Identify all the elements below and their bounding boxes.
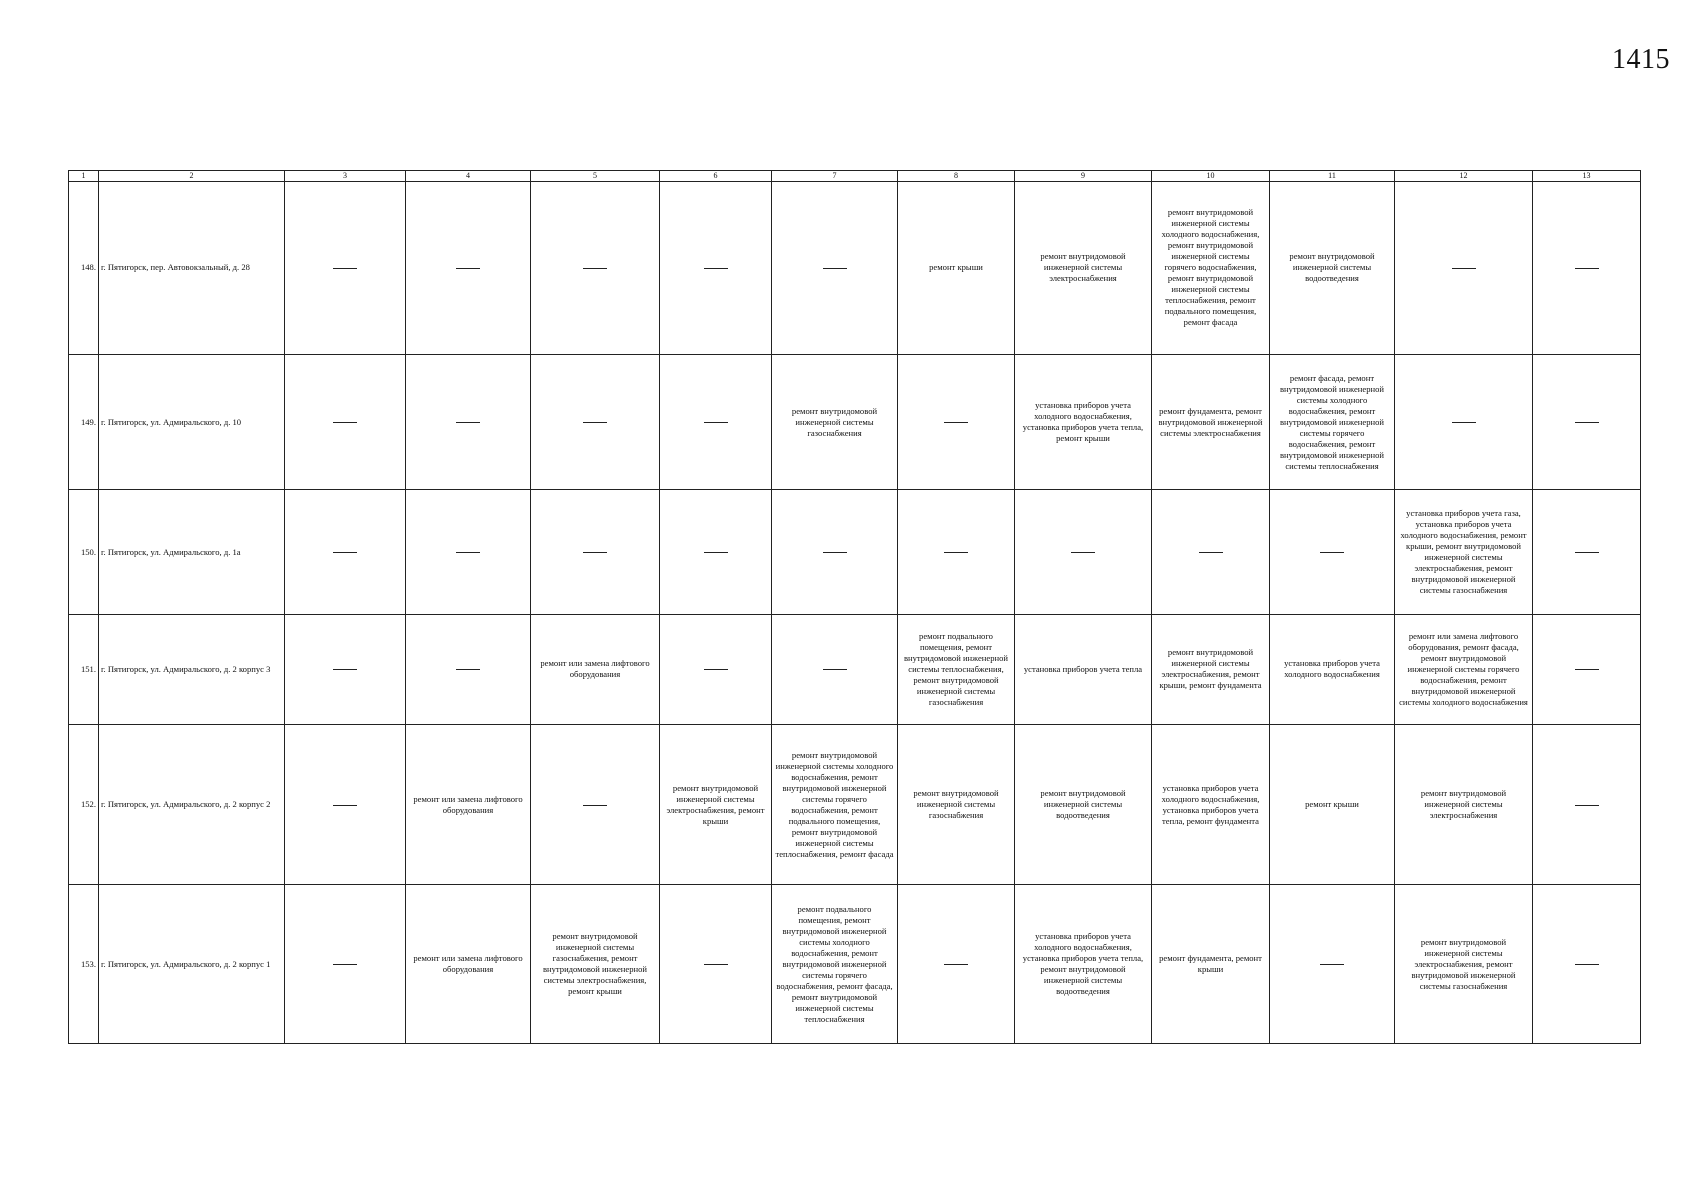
address-cell: г. Пятигорск, ул. Адмиральского, д. 10 [99, 354, 285, 489]
dash-mark [1452, 422, 1476, 423]
table-row [69, 614, 1641, 724]
address-cell: г. Пятигорск, ул. Адмиральского, д. 2 корпус 2 [99, 724, 285, 885]
dash-mark [456, 552, 480, 553]
dash-mark [1575, 805, 1599, 806]
work-cell: ремонт внутридомовой инженерной системы электроснабжения [1015, 181, 1152, 354]
dash-mark [1452, 268, 1476, 269]
column-number-cell: 12 [1395, 171, 1533, 182]
row-number-cell: 148. [69, 181, 99, 354]
dash-mark [1575, 422, 1599, 423]
row-number-cell: 152. [69, 724, 99, 885]
work-cell [406, 181, 531, 354]
dash-mark [333, 268, 357, 269]
work-cell: ремонт фундамента, ремонт крыши [1152, 885, 1270, 1044]
work-cell: ремонт фасада, ремонт внутридомовой инженерной системы холодного водоснабжения, ремонт внутридомовой инженерной системы горячего водоснабжения, ремонт внутридомовой инженерной системы теплоснабжения [1270, 354, 1395, 489]
work-cell: установка приборов учета холодного водоснабжения, установка приборов учета тепла, ремонт крыши [1015, 354, 1152, 489]
work-cell [1533, 354, 1641, 489]
dash-mark [456, 268, 480, 269]
work-cell [531, 354, 660, 489]
page-number: 1415 [1612, 44, 1670, 75]
dash-mark [1199, 552, 1223, 553]
work-cell: установка приборов учета холодного водоснабжения [1270, 614, 1395, 724]
dash-mark [333, 669, 357, 670]
work-cell [285, 181, 406, 354]
column-number-cell: 3 [285, 171, 406, 182]
dash-mark [456, 669, 480, 670]
dash-mark [823, 669, 847, 670]
work-cell [285, 490, 406, 615]
work-cell [1395, 354, 1533, 489]
work-cell [772, 181, 898, 354]
work-cell: ремонт внутридомовой инженерной системы электроснабжения, ремонт крыши, ремонт фундамента [1152, 614, 1270, 724]
work-cell: ремонт фундамента, ремонт внутридомовой инженерной системы электроснабжения [1152, 354, 1270, 489]
work-cell [531, 181, 660, 354]
work-cell [660, 490, 772, 615]
work-cell: установка приборов учета газа, установка приборов учета холодного водоснабжения, ремонт крыши, ремонт внутридомовой инженерной системы электроснабжения, ремонт внутридомовой инженерной системы газоснабжения [1395, 490, 1533, 615]
dash-mark [1071, 552, 1095, 553]
work-cell [1270, 490, 1395, 615]
work-cell [660, 614, 772, 724]
dash-mark [1575, 268, 1599, 269]
table-row [69, 885, 1641, 1044]
work-cell: ремонт подвального помещения, ремонт внутридомовой инженерной системы холодного водоснабжения, ремонт внутридомовой инженерной системы горячего водоснабжения, ремонт фасада, ремонт внутридомовой инженерной системы теплоснабжения [772, 885, 898, 1044]
work-cell [1533, 885, 1641, 1044]
table-row [69, 724, 1641, 885]
dash-mark [583, 268, 607, 269]
work-cell [1270, 885, 1395, 1044]
work-cell: ремонт внутридомовой инженерной системы газоснабжения, ремонт внутридомовой инженерной системы электроснабжения, ремонт крыши [531, 885, 660, 1044]
dash-mark [1575, 669, 1599, 670]
address-cell: г. Пятигорск, ул. Адмиральского, д. 2 корпус 1 [99, 885, 285, 1044]
work-cell [660, 181, 772, 354]
dash-mark [944, 422, 968, 423]
work-cell: ремонт или замена лифтового оборудования [406, 724, 531, 885]
work-cell [1533, 490, 1641, 615]
work-cell: ремонт внутридомовой инженерной системы электроснабжения, ремонт внутридомовой инженерной системы газоснабжения [1395, 885, 1533, 1044]
row-number-cell: 149. [69, 354, 99, 489]
dash-mark [333, 552, 357, 553]
table-row [69, 490, 1641, 615]
work-cell: ремонт крыши [898, 181, 1015, 354]
dash-mark [1320, 964, 1344, 965]
column-number-cell: 2 [99, 171, 285, 182]
work-cell [898, 885, 1015, 1044]
address-cell: г. Пятигорск, ул. Адмиральского, д. 2 корпус 3 [99, 614, 285, 724]
row-number-cell: 150. [69, 490, 99, 615]
table-row [69, 181, 1641, 354]
row-number-cell: 151. [69, 614, 99, 724]
work-cell [285, 885, 406, 1044]
dash-mark [333, 422, 357, 423]
work-cell [898, 490, 1015, 615]
work-cell [772, 490, 898, 615]
work-cell: ремонт подвального помещения, ремонт внутридомовой инженерной системы теплоснабжения, ремонт внутридомовой инженерной системы газоснабжения [898, 614, 1015, 724]
dash-mark [1575, 552, 1599, 553]
work-cell [406, 490, 531, 615]
dash-mark [583, 552, 607, 553]
dash-mark [823, 268, 847, 269]
work-cell: ремонт внутридомовой инженерной системы холодного водоснабжения, ремонт внутридомовой инженерной системы горячего водоснабжения, ремонт внутридомовой инженерной системы теплоснабжения, ремонт подвального помещения, ремонт фасада [1152, 181, 1270, 354]
dash-mark [944, 964, 968, 965]
work-cell [1533, 724, 1641, 885]
work-cell [660, 885, 772, 1044]
repair-schedule-table [68, 170, 1641, 1044]
work-cell: ремонт или замена лифтового оборудования [531, 614, 660, 724]
work-cell [406, 614, 531, 724]
work-cell: установка приборов учета холодного водоснабжения, установка приборов учета тепла, ремонт фундамента [1152, 724, 1270, 885]
row-number-cell: 153. [69, 885, 99, 1044]
address-cell: г. Пятигорск, пер. Автовокзальный, д. 28 [99, 181, 285, 354]
dash-mark [823, 552, 847, 553]
work-cell: ремонт внутридомовой инженерной системы электроснабжения, ремонт крыши [660, 724, 772, 885]
dash-mark [456, 422, 480, 423]
work-cell: ремонт внутридомовой инженерной системы водоотведения [1015, 724, 1152, 885]
dash-mark [333, 805, 357, 806]
dash-mark [944, 552, 968, 553]
work-cell [1152, 490, 1270, 615]
column-number-cell: 9 [1015, 171, 1152, 182]
dash-mark [1575, 964, 1599, 965]
work-cell [898, 354, 1015, 489]
column-number-cell: 7 [772, 171, 898, 182]
work-cell [285, 724, 406, 885]
work-cell: ремонт или замена лифтового оборудования [406, 885, 531, 1044]
column-number-cell: 10 [1152, 171, 1270, 182]
address-cell: г. Пятигорск, ул. Адмиральского, д. 1а [99, 490, 285, 615]
work-cell [285, 354, 406, 489]
work-cell: ремонт внутридомовой инженерной системы холодного водоснабжения, ремонт внутридомовой инженерной системы горячего водоснабжения, ремонт подвального помещения, ремонт внутридомовой инженерной системы теплоснабжения, ремонт фасада [772, 724, 898, 885]
work-cell: ремонт или замена лифтового оборудования, ремонт фасада, ремонт внутридомовой инженерной системы горячего водоснабжения, ремонт внутридомовой инженерной системы холодного водоснабжения [1395, 614, 1533, 724]
dash-mark [704, 552, 728, 553]
work-cell: ремонт внутридомовой инженерной системы водоотведения [1270, 181, 1395, 354]
work-cell: установка приборов учета тепла [1015, 614, 1152, 724]
column-number-row [69, 171, 1641, 182]
column-number-cell: 5 [531, 171, 660, 182]
work-cell [772, 614, 898, 724]
dash-mark [704, 964, 728, 965]
column-number-cell: 13 [1533, 171, 1641, 182]
work-cell [531, 724, 660, 885]
dash-mark [704, 669, 728, 670]
work-cell: установка приборов учета холодного водоснабжения, установка приборов учета тепла, ремонт внутридомовой инженерной системы водоотведения [1015, 885, 1152, 1044]
work-cell [285, 614, 406, 724]
dash-mark [583, 422, 607, 423]
column-number-cell: 8 [898, 171, 1015, 182]
table-row [69, 354, 1641, 489]
column-number-cell: 1 [69, 171, 99, 182]
dash-mark [704, 422, 728, 423]
dash-mark [1320, 552, 1344, 553]
dash-mark [333, 964, 357, 965]
work-cell: ремонт внутридомовой инженерной системы газоснабжения [898, 724, 1015, 885]
column-number-cell: 6 [660, 171, 772, 182]
work-cell [531, 490, 660, 615]
table-body [69, 171, 1641, 1044]
dash-mark [583, 805, 607, 806]
work-cell [1533, 614, 1641, 724]
work-cell: ремонт внутридомовой инженерной системы газоснабжения [772, 354, 898, 489]
work-cell: ремонт крыши [1270, 724, 1395, 885]
work-cell [660, 354, 772, 489]
dash-mark [704, 268, 728, 269]
work-cell [1395, 181, 1533, 354]
column-number-cell: 4 [406, 171, 531, 182]
work-cell: ремонт внутридомовой инженерной системы электроснабжения [1395, 724, 1533, 885]
work-cell [406, 354, 531, 489]
work-cell [1533, 181, 1641, 354]
work-cell [1015, 490, 1152, 615]
column-number-cell: 11 [1270, 171, 1395, 182]
